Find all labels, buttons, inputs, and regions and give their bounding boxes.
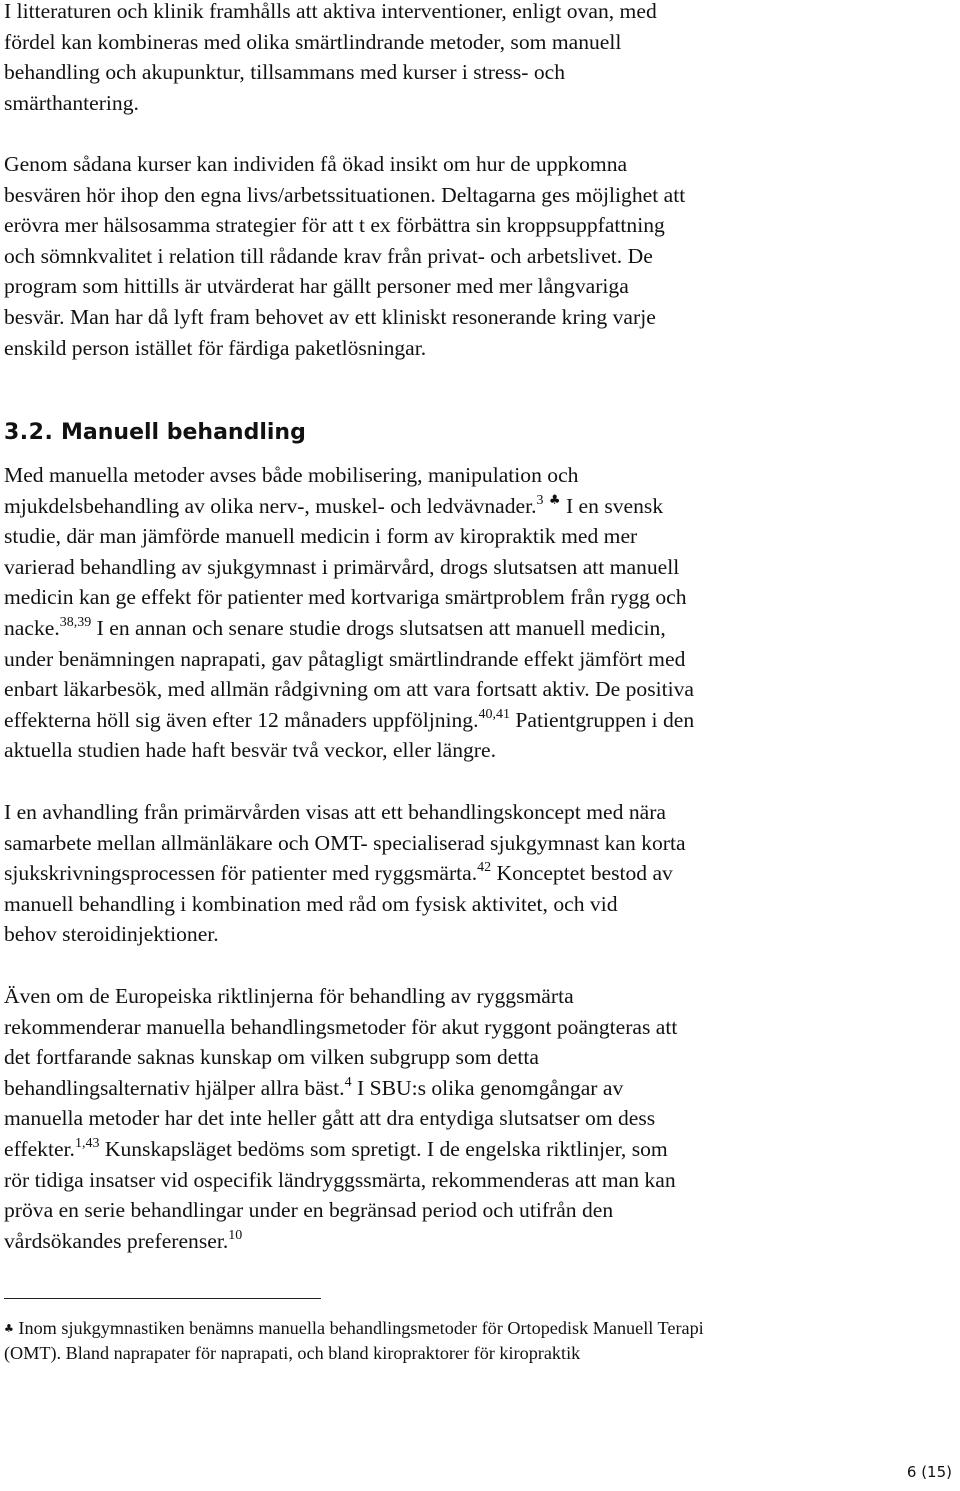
text-segment: Kunskapsläget bedöms som spretigt. I de engelska riktlinjer, som rör tidiga insatser vid ospecifik ländryggssmärta, rekommenderas att man kan pröva en serie behandlingar under en begränsad period och utifrån den vårdsökandes preferenser. bbox=[4, 1136, 676, 1253]
section-title: Manuell behandling bbox=[61, 420, 306, 445]
paragraph-manual-methods bbox=[4, 460, 694, 766]
section-heading bbox=[4, 418, 306, 448]
citation-ref: 10 bbox=[228, 1227, 243, 1243]
paragraph-dissertation bbox=[4, 797, 686, 950]
text-segment: Även om de Europeiska riktlinjerna för behandling av ryggsmärta rekommenderar manuella behandlingsmetoder för akut ryggont poängteras att det fortfarande saknas kunskap om vilken subgrupp som detta behandlingsalternativ hjälper allra bäst. bbox=[4, 984, 678, 1100]
text-segment: Patientgruppen i den aktuella studien hade haft besvär två veckor, eller längre. bbox=[4, 707, 695, 763]
footnote bbox=[4, 1316, 704, 1366]
club-footnote-marker-icon: ♣ bbox=[548, 492, 561, 508]
citation-ref: 42 bbox=[477, 860, 492, 876]
citation-ref: 3 bbox=[536, 492, 544, 508]
text-segment: I SBU:s olika genomgångar av manuella metoder har det inte heller gått att dra entydiga slutsatser om dess effekter. bbox=[4, 1075, 656, 1161]
text-segment: Konceptet bestod av manuell behandling i kombination med råd om fysisk aktivitet, och vid behov steroidinjektioner. bbox=[4, 861, 673, 947]
footnote-text: Inom sjukgymnastiken benämns manuella behandlingsmetoder för Ortopedisk Manuell Terapi (OMT). Bland naprapater för naprapati, och bland kiropraktorer för kiropraktik bbox=[4, 1318, 704, 1363]
club-footnote-marker-icon: ♣ bbox=[4, 1322, 14, 1335]
footnote-divider bbox=[4, 1298, 321, 1299]
citation-ref: 38,39 bbox=[59, 614, 92, 630]
citation-ref: 40,41 bbox=[478, 706, 511, 722]
paragraph-intro: I litteraturen och klinik framhålls att aktiva interventioner, enligt ovan, med fördel kan kombineras med olika smärtlindrande metoder, som manuell behandling och akupunktur, tillsammans med kurser i stress- och smärthantering. bbox=[4, 0, 657, 115]
page-number: 6 (15) bbox=[906, 1463, 952, 1481]
text-segment: I en svensk studie, där man jämförde manuell medicin i form av kiropraktik med mer varierad behandling av sjukgymnast i primärvård, drogs slutsatsen att manuell medicin kan ge effekt för patienter med kortvariga smärtproblem från rygg och nacke. bbox=[4, 493, 687, 640]
citation-ref: 4 bbox=[344, 1074, 352, 1090]
text-segment: Med manuella metoder avses både mobilisering, manipulation och mjukdelsbehandling av olika nerv-, muskel- och ledvävnader. bbox=[4, 463, 579, 518]
section-number: 3.2. bbox=[4, 420, 54, 445]
text-segment: I en annan och senare studie drogs slutsatsen att manuell medicin, under benämningen naprapati, gav påtagligt smärtlindrande effekt jämfört med enbart läkarbesök, med allmän rådgivning om att vara fortsatt aktiv. De positiva effekterna höll sig även efter 12 månaders uppföljning. bbox=[4, 615, 694, 732]
paragraph-courses: Genom sådana kurser kan individen få ökad insikt om hur de uppkomna besvären hör ihop den egna livs/arbetssituationen. Deltagarna ges möjlighet att erövra mer hälsosamma strategier för att t ex förbättra sin kroppsuppfattning och sömnkvalitet i relation till rådande krav från privat- och arbetslivet. De program som hittills är utvärderat har gällt personer med mer långvariga besvär. Man har då lyft fram behovet av ett kliniskt resonerande kring varje enskild person istället för färdiga paketlösningar. bbox=[4, 152, 686, 360]
paragraph-guidelines bbox=[4, 981, 677, 1256]
text-segment: I en avhandling från primärvården visas att ett behandlingskoncept med nära samarbete mellan allmänläkare och OMT- specialiserad sjukgymnast kan korta sjukskrivningsprocessen för patienter med ryggsmärta. bbox=[4, 800, 686, 886]
citation-ref: 1,43 bbox=[74, 1135, 100, 1151]
